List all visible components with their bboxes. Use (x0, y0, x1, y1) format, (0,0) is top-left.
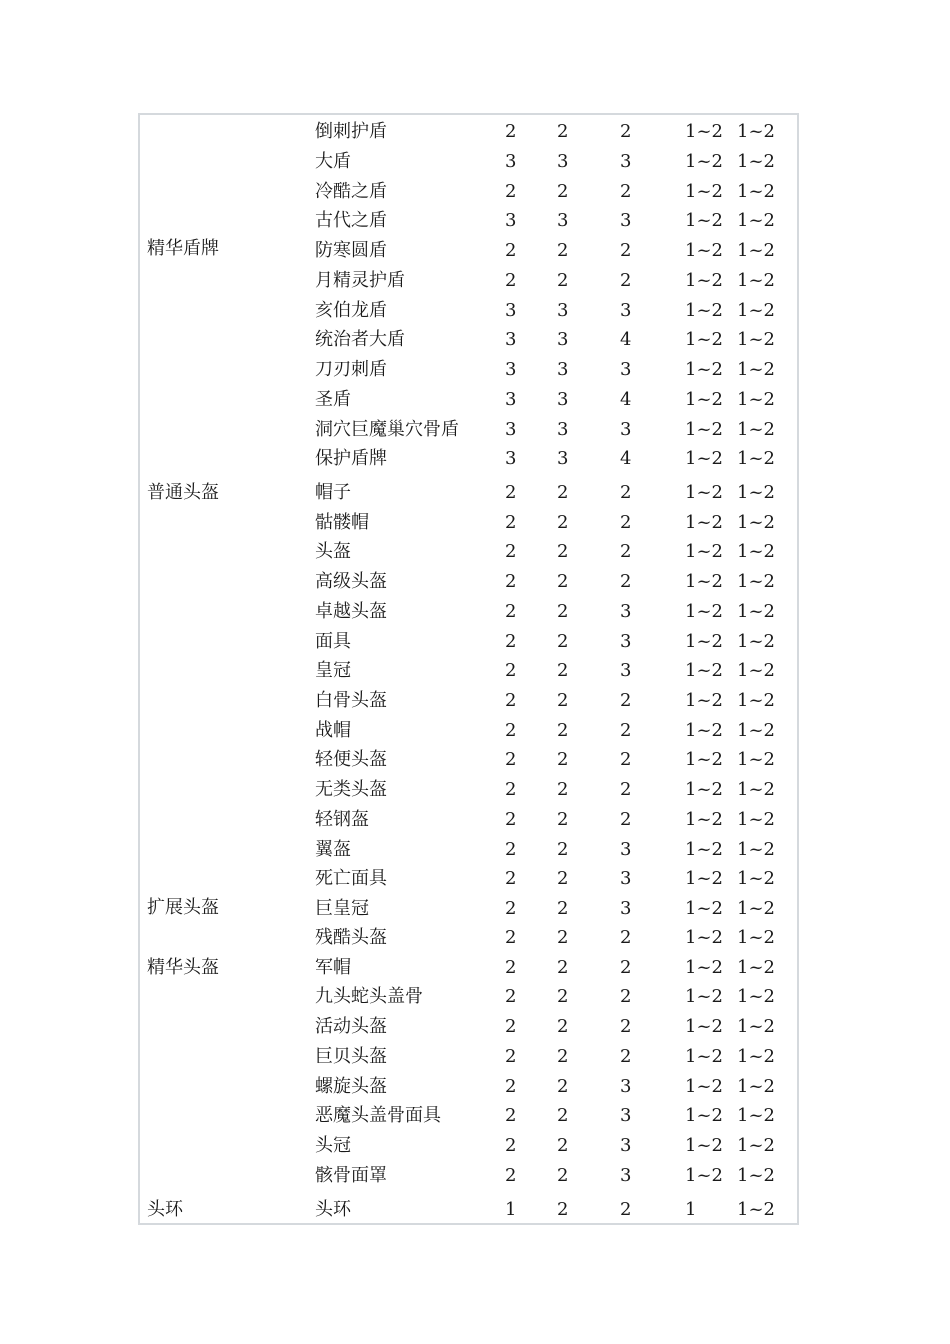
value-col-3: 2 (620, 720, 632, 741)
value-col-1: 2 (505, 1165, 517, 1186)
table-row (140, 1106, 801, 1126)
value-col-1: 3 (505, 359, 517, 380)
value-col-3: 2 (620, 181, 632, 202)
value-col-4: 1~2 (685, 448, 723, 469)
value-col-2: 2 (557, 809, 569, 830)
value-col-2: 2 (557, 868, 569, 889)
table-row (140, 122, 801, 142)
value-col-5: 1~2 (737, 1016, 775, 1037)
table-row (140, 360, 801, 380)
value-col-4: 1~2 (685, 1016, 723, 1037)
value-col-2: 2 (557, 512, 569, 533)
value-col-1: 3 (505, 300, 517, 321)
table-row (140, 390, 801, 410)
value-col-2: 2 (557, 181, 569, 202)
table-row (140, 691, 801, 711)
value-col-4: 1~2 (685, 1105, 723, 1126)
value-col-5: 1~2 (737, 359, 775, 380)
value-col-2: 2 (557, 121, 569, 142)
value-col-1: 3 (505, 448, 517, 469)
value-col-1: 2 (505, 512, 517, 533)
value-col-3: 2 (620, 482, 632, 503)
value-col-2: 2 (557, 1165, 569, 1186)
value-col-5: 1~2 (737, 749, 775, 770)
value-col-5: 1~2 (737, 809, 775, 830)
value-col-4: 1~2 (685, 210, 723, 231)
value-col-5: 1~2 (737, 690, 775, 711)
item-name: 圣盾 (315, 389, 351, 410)
value-col-2: 2 (557, 571, 569, 592)
value-col-2: 2 (557, 839, 569, 860)
value-col-2: 3 (557, 448, 569, 469)
value-col-2: 2 (557, 690, 569, 711)
value-col-2: 3 (557, 419, 569, 440)
value-col-3: 3 (620, 1165, 632, 1186)
value-col-4: 1~2 (685, 151, 723, 172)
item-name: 刀刃刺盾 (315, 359, 387, 380)
value-col-3: 2 (620, 541, 632, 562)
value-col-3: 2 (620, 809, 632, 830)
value-col-3: 3 (620, 660, 632, 681)
value-col-1: 2 (505, 660, 517, 681)
item-name: 残酷头盔 (315, 927, 387, 948)
table-row (140, 1017, 801, 1037)
value-col-5: 1~2 (737, 898, 775, 919)
value-col-3: 2 (620, 240, 632, 261)
value-col-2: 2 (557, 720, 569, 741)
value-col-1: 2 (505, 868, 517, 889)
value-col-5: 1~2 (737, 448, 775, 469)
value-col-3: 3 (620, 300, 632, 321)
value-col-1: 2 (505, 986, 517, 1007)
value-col-1: 2 (505, 1016, 517, 1037)
value-col-4: 1~2 (685, 720, 723, 741)
table-row (140, 330, 801, 350)
value-col-2: 2 (557, 240, 569, 261)
item-name: 古代之盾 (315, 210, 387, 231)
value-col-2: 2 (557, 898, 569, 919)
value-col-3: 2 (620, 957, 632, 978)
value-col-4: 1~2 (685, 541, 723, 562)
value-col-5: 1~2 (737, 270, 775, 291)
value-col-1: 2 (505, 927, 517, 948)
value-col-4: 1~2 (685, 660, 723, 681)
table-row (140, 1166, 801, 1186)
value-col-3: 2 (620, 571, 632, 592)
value-col-4: 1~2 (685, 419, 723, 440)
value-col-3: 2 (620, 1046, 632, 1067)
table-row (140, 780, 801, 800)
value-col-5: 1~2 (737, 660, 775, 681)
item-name: 统治者大盾 (315, 329, 405, 350)
value-col-1: 2 (505, 601, 517, 622)
value-col-1: 2 (505, 121, 517, 142)
value-col-1: 2 (505, 482, 517, 503)
item-name: 帽子 (315, 482, 351, 503)
value-col-1: 3 (505, 210, 517, 231)
value-col-5: 1~2 (737, 181, 775, 202)
category-label: 头环 (147, 1199, 183, 1220)
value-col-3: 3 (620, 839, 632, 860)
value-col-5: 1~2 (737, 240, 775, 261)
category-label: 精华盾牌 (147, 238, 219, 259)
value-col-2: 2 (557, 1046, 569, 1067)
item-name: 死亡面具 (315, 868, 387, 889)
value-col-5: 1~2 (737, 1046, 775, 1067)
value-col-3: 2 (620, 690, 632, 711)
value-col-2: 3 (557, 151, 569, 172)
value-col-3: 2 (620, 1199, 632, 1220)
value-col-5: 1~2 (737, 419, 775, 440)
value-col-4: 1~2 (685, 329, 723, 350)
table-row (140, 632, 801, 652)
value-col-4: 1~2 (685, 957, 723, 978)
value-col-2: 2 (557, 1016, 569, 1037)
value-col-1: 2 (505, 181, 517, 202)
value-col-2: 3 (557, 359, 569, 380)
value-col-5: 1~2 (737, 151, 775, 172)
value-col-4: 1~2 (685, 868, 723, 889)
value-col-4: 1~2 (685, 389, 723, 410)
item-name: 骸骨面罩 (315, 1165, 387, 1186)
value-col-3: 3 (620, 601, 632, 622)
value-col-5: 1~2 (737, 868, 775, 889)
table-row (140, 271, 801, 291)
value-col-4: 1~2 (685, 779, 723, 800)
item-name: 白骨头盔 (315, 690, 387, 711)
value-col-2: 2 (557, 631, 569, 652)
value-col-1: 2 (505, 749, 517, 770)
value-col-3: 3 (620, 1135, 632, 1156)
item-name: 头环 (315, 1199, 351, 1220)
value-col-3: 3 (620, 210, 632, 231)
value-col-2: 2 (557, 601, 569, 622)
value-col-3: 2 (620, 121, 632, 142)
item-name: 保护盾牌 (315, 448, 387, 469)
table-row (140, 869, 801, 889)
value-col-4: 1~2 (685, 690, 723, 711)
table-row (140, 928, 801, 948)
value-col-3: 3 (620, 1105, 632, 1126)
value-col-5: 1~2 (737, 571, 775, 592)
item-name: 倒刺护盾 (315, 121, 387, 142)
item-name: 无类头盔 (315, 779, 387, 800)
value-col-3: 3 (620, 898, 632, 919)
item-name: 军帽 (315, 957, 351, 978)
table-row (140, 661, 801, 681)
value-col-2: 2 (557, 482, 569, 503)
value-col-5: 1~2 (737, 389, 775, 410)
value-col-1: 2 (505, 690, 517, 711)
value-col-4: 1~2 (685, 240, 723, 261)
item-name: 巨皇冠 (315, 898, 369, 919)
table-row (140, 958, 801, 978)
value-col-5: 1~2 (737, 839, 775, 860)
value-col-5: 1~2 (737, 329, 775, 350)
value-col-2: 3 (557, 329, 569, 350)
value-col-4: 1~2 (685, 181, 723, 202)
item-name: 防寒圆盾 (315, 240, 387, 261)
item-name: 骷髅帽 (315, 512, 369, 533)
item-name: 冷酷之盾 (315, 181, 387, 202)
value-col-1: 2 (505, 1135, 517, 1156)
item-name: 面具 (315, 631, 351, 652)
value-col-1: 2 (505, 1076, 517, 1097)
category-label: 普通头盔 (147, 482, 219, 503)
table-row (140, 211, 801, 231)
value-col-5: 1~2 (737, 631, 775, 652)
value-col-4: 1~2 (685, 512, 723, 533)
item-name: 月精灵护盾 (315, 270, 405, 291)
table-row (140, 987, 801, 1007)
value-col-4: 1~2 (685, 300, 723, 321)
table-row (140, 1136, 801, 1156)
value-col-1: 2 (505, 631, 517, 652)
item-name: 亥伯龙盾 (315, 300, 387, 321)
value-col-4: 1~2 (685, 601, 723, 622)
item-name: 头冠 (315, 1135, 351, 1156)
table-row (140, 152, 801, 172)
value-col-5: 1~2 (737, 300, 775, 321)
value-col-4: 1~2 (685, 359, 723, 380)
value-col-3: 2 (620, 1016, 632, 1037)
item-name: 翼盔 (315, 839, 351, 860)
item-name: 轻便头盔 (315, 749, 387, 770)
value-col-4: 1~2 (685, 482, 723, 503)
table-row (140, 721, 801, 741)
value-col-1: 1 (505, 1199, 517, 1220)
value-col-3: 3 (620, 868, 632, 889)
value-col-3: 4 (620, 329, 632, 350)
value-col-4: 1~2 (685, 749, 723, 770)
value-col-1: 2 (505, 541, 517, 562)
value-col-4: 1~2 (685, 1046, 723, 1067)
value-col-4: 1~2 (685, 1135, 723, 1156)
item-name: 洞穴巨魔巢穴骨盾 (315, 419, 459, 440)
table-row (140, 810, 801, 830)
value-col-2: 3 (557, 300, 569, 321)
value-col-2: 3 (557, 389, 569, 410)
value-col-1: 3 (505, 389, 517, 410)
item-name: 头盔 (315, 541, 351, 562)
table-row (140, 449, 801, 469)
value-col-1: 3 (505, 151, 517, 172)
value-col-5: 1~2 (737, 210, 775, 231)
value-col-5: 1~2 (737, 482, 775, 503)
value-col-5: 1~2 (737, 927, 775, 948)
value-col-3: 3 (620, 1076, 632, 1097)
value-col-2: 2 (557, 270, 569, 291)
item-name: 巨贝头盔 (315, 1046, 387, 1067)
value-col-5: 1~2 (737, 779, 775, 800)
value-col-4: 1~2 (685, 631, 723, 652)
table-row (140, 301, 801, 321)
table-row (140, 1077, 801, 1097)
category-label: 扩展头盔 (147, 897, 219, 918)
category-label: 精华头盔 (147, 957, 219, 978)
value-col-1: 2 (505, 809, 517, 830)
table-row (140, 182, 801, 202)
value-col-5: 1~2 (737, 1165, 775, 1186)
value-col-3: 2 (620, 512, 632, 533)
item-name: 恶魔头盖骨面具 (315, 1105, 441, 1126)
value-col-5: 1~2 (737, 541, 775, 562)
value-col-3: 3 (620, 419, 632, 440)
value-col-5: 1~2 (737, 986, 775, 1007)
table-row (140, 750, 801, 770)
value-col-4: 1~2 (685, 571, 723, 592)
item-name: 九头蛇头盖骨 (315, 986, 423, 1007)
value-col-1: 2 (505, 270, 517, 291)
value-col-2: 2 (557, 1105, 569, 1126)
value-col-1: 2 (505, 898, 517, 919)
value-col-1: 2 (505, 1046, 517, 1067)
value-col-2: 2 (557, 660, 569, 681)
value-col-5: 1~2 (737, 121, 775, 142)
value-col-5: 1~2 (737, 1135, 775, 1156)
value-col-2: 2 (557, 749, 569, 770)
value-col-1: 2 (505, 720, 517, 741)
value-col-1: 3 (505, 419, 517, 440)
value-col-3: 2 (620, 986, 632, 1007)
value-col-2: 2 (557, 541, 569, 562)
value-col-2: 2 (557, 779, 569, 800)
table-row (140, 513, 801, 533)
table-row (140, 542, 801, 562)
value-col-1: 2 (505, 779, 517, 800)
value-col-4: 1~2 (685, 809, 723, 830)
value-col-3: 4 (620, 389, 632, 410)
table-row (140, 1200, 801, 1220)
value-col-3: 2 (620, 270, 632, 291)
table-row (140, 602, 801, 622)
value-col-5: 1~2 (737, 1076, 775, 1097)
table-row (140, 420, 801, 440)
item-table (138, 113, 799, 1225)
value-col-1: 2 (505, 1105, 517, 1126)
value-col-4: 1~2 (685, 270, 723, 291)
value-col-5: 1~2 (737, 512, 775, 533)
item-name: 螺旋头盔 (315, 1076, 387, 1097)
value-col-1: 2 (505, 839, 517, 860)
item-name: 卓越头盔 (315, 601, 387, 622)
value-col-2: 2 (557, 1076, 569, 1097)
item-name: 大盾 (315, 151, 351, 172)
table-row (140, 840, 801, 860)
value-col-1: 2 (505, 571, 517, 592)
value-col-4: 1~2 (685, 1076, 723, 1097)
value-col-5: 1~2 (737, 601, 775, 622)
value-col-2: 2 (557, 927, 569, 948)
value-col-4: 1 (685, 1199, 697, 1220)
value-col-2: 2 (557, 986, 569, 1007)
value-col-4: 1~2 (685, 121, 723, 142)
value-col-3: 3 (620, 151, 632, 172)
value-col-5: 1~2 (737, 1105, 775, 1126)
value-col-5: 1~2 (737, 1199, 775, 1220)
value-col-3: 3 (620, 631, 632, 652)
item-name: 战帽 (315, 720, 351, 741)
table-row (140, 238, 801, 261)
value-col-4: 1~2 (685, 839, 723, 860)
value-col-4: 1~2 (685, 986, 723, 1007)
value-col-4: 1~2 (685, 1165, 723, 1186)
value-col-3: 4 (620, 448, 632, 469)
value-col-5: 1~2 (737, 957, 775, 978)
value-col-2: 2 (557, 957, 569, 978)
item-name: 高级头盔 (315, 571, 387, 592)
table-row (140, 1047, 801, 1067)
value-col-1: 2 (505, 957, 517, 978)
table-row (140, 572, 801, 592)
value-col-2: 2 (557, 1199, 569, 1220)
table-row (140, 899, 801, 919)
table-row (140, 483, 801, 503)
value-col-3: 2 (620, 927, 632, 948)
value-col-3: 2 (620, 779, 632, 800)
value-col-2: 2 (557, 1135, 569, 1156)
value-col-1: 3 (505, 329, 517, 350)
value-col-3: 2 (620, 749, 632, 770)
item-name: 轻钢盔 (315, 809, 369, 830)
value-col-2: 3 (557, 210, 569, 231)
item-name: 皇冠 (315, 660, 351, 681)
value-col-3: 3 (620, 359, 632, 380)
value-col-4: 1~2 (685, 898, 723, 919)
value-col-5: 1~2 (737, 720, 775, 741)
item-name: 活动头盔 (315, 1016, 387, 1037)
value-col-4: 1~2 (685, 927, 723, 948)
value-col-1: 2 (505, 240, 517, 261)
